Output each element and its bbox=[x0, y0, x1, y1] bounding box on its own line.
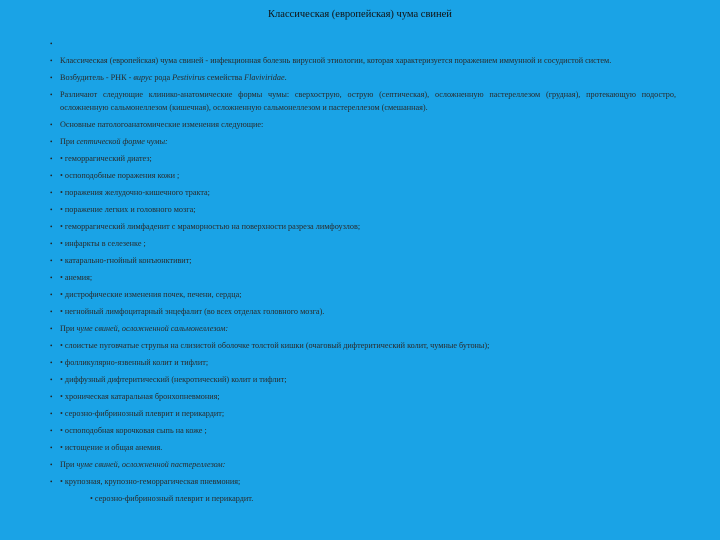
heading-salmonellosis: При чуме свиней, осложненной сальмонеллезом: bbox=[60, 323, 229, 333]
bullet: • bbox=[50, 256, 53, 265]
bullet: • bbox=[50, 137, 53, 146]
list-item bbox=[50, 425, 676, 438]
list-item bbox=[50, 340, 676, 353]
list-item-sub bbox=[90, 493, 676, 506]
bullet: • bbox=[50, 40, 53, 48]
list-item bbox=[50, 72, 676, 85]
bullet: • bbox=[50, 239, 53, 248]
bullet: • bbox=[50, 426, 53, 435]
list-item bbox=[50, 187, 676, 200]
list-item-text: • серозно-фибринозный плеврит и перикардит; bbox=[60, 408, 225, 418]
list-item-text: • оспоподобная корочковая сыпь на коже ; bbox=[60, 425, 207, 435]
list-item-text: • негнойный лимфоцитарный энцефалит (во всех отделах головного мозга). bbox=[60, 306, 325, 316]
list-item-text: • диффузный дифтеритический (некротический) колит и тифлит; bbox=[60, 374, 287, 384]
list-item-text: • инфаркты в селезенке ; bbox=[60, 238, 146, 248]
paragraph-forms: Различают следующие клинико-анатомические формы чумы: сверхострую, острую (септическая), осложненную пастереллезом (грудная), протекающую подостро, осложненную сальмонеллезом (кишечная), осложненную сальмонеллезом и пастереллезом (смешанная). bbox=[60, 90, 676, 112]
bullet: • bbox=[50, 341, 53, 350]
list-item-text: • геморрагический диатез; bbox=[60, 153, 152, 163]
heading-septic: При септической форме чумы: bbox=[60, 136, 168, 146]
list-item bbox=[50, 459, 676, 472]
bullet: • bbox=[50, 57, 53, 65]
list-item bbox=[50, 357, 676, 370]
list-item bbox=[50, 238, 676, 251]
list-item-text: • анемия; bbox=[60, 272, 93, 282]
list-item-text: • катарально-гнойный конъюнктивит; bbox=[60, 255, 192, 265]
paragraph-definition: Классическая (европейская) чума свиней - инфекционная болезнь вирусной этиологии, которая характеризуется поражением иммунной и сосудистой систем. bbox=[60, 56, 612, 65]
bullet: • bbox=[50, 154, 53, 163]
bullet: • bbox=[50, 120, 53, 129]
list-item bbox=[50, 170, 676, 183]
bullet: • bbox=[50, 392, 53, 401]
list-item-text: • оспоподобные поражения кожи ; bbox=[60, 170, 180, 180]
bullet: • bbox=[50, 290, 53, 299]
paragraph-pathogen: Возбудитель - РНК - вирус рода Pestivirus семейства Flaviviridae. bbox=[60, 73, 287, 82]
list-item bbox=[50, 221, 676, 234]
heading-pasteurellosis: При чуме свиней, осложненной пастереллезом: bbox=[60, 459, 226, 469]
bullet: • bbox=[50, 273, 53, 282]
list-item-text: • фолликулярно-язвенный колит и тифлит; bbox=[60, 357, 209, 367]
bullet: • bbox=[50, 74, 53, 82]
bullet: • bbox=[50, 460, 53, 469]
bullet: • bbox=[50, 307, 53, 316]
list-item bbox=[50, 476, 676, 489]
list-item-text: • поражение легких и головного мозга; bbox=[60, 204, 196, 214]
paragraph-main-changes: Основные патологоанатомические изменения следующие: bbox=[60, 119, 264, 129]
list-item bbox=[50, 289, 676, 302]
bullet: • bbox=[50, 222, 53, 231]
bullet: • bbox=[50, 171, 53, 180]
list-item-text: • крупозная, крупозно-геморрагическая пневмония; bbox=[60, 476, 241, 486]
list-item bbox=[50, 408, 676, 421]
list-item bbox=[50, 272, 676, 285]
bullet: • bbox=[50, 443, 53, 452]
list-item bbox=[50, 442, 676, 455]
list-item bbox=[50, 255, 676, 268]
bullet: • bbox=[50, 91, 53, 99]
slide-content bbox=[50, 38, 676, 510]
sub-item-last: • серозно-фибринозный плеврит и перикардит. bbox=[90, 493, 254, 503]
list-item bbox=[50, 38, 676, 51]
list-item bbox=[50, 153, 676, 166]
list-item bbox=[50, 391, 676, 404]
list-item bbox=[50, 119, 676, 132]
bullet: • bbox=[50, 324, 53, 333]
list-item-text: • слоистые пуговчатые струпья на слизистой оболочке толстой кишки (очаговый дифтеритический колит, чумные бутоны); bbox=[60, 340, 490, 350]
list-item-text: • дистрофические изменения почек, печени, сердца; bbox=[60, 289, 242, 299]
bullet: • bbox=[50, 375, 53, 384]
list-item bbox=[50, 306, 676, 319]
list-item bbox=[50, 89, 676, 114]
bullet: • bbox=[50, 358, 53, 367]
list-item bbox=[50, 374, 676, 387]
bullet: • bbox=[50, 188, 53, 197]
list-item bbox=[50, 204, 676, 217]
slide-title: Классическая (европейская) чума свиней bbox=[268, 9, 452, 20]
list-item bbox=[50, 136, 676, 149]
list-item-text: • истощение и общая анемия. bbox=[60, 442, 163, 452]
list-item-text: • поражения желудочно-кишечного тракта; bbox=[60, 187, 210, 197]
list-item-text: • геморрагический лимфаденит с мраморностью на поверхности разреза лимфоузлов; bbox=[60, 221, 361, 231]
bullet: • bbox=[50, 205, 53, 214]
list-item-text: • хроническая катаральная бронхопневмония; bbox=[60, 391, 220, 401]
list-item bbox=[50, 55, 676, 68]
list-item bbox=[50, 323, 676, 336]
bullet: • bbox=[50, 409, 53, 418]
bullet: • bbox=[50, 477, 53, 486]
